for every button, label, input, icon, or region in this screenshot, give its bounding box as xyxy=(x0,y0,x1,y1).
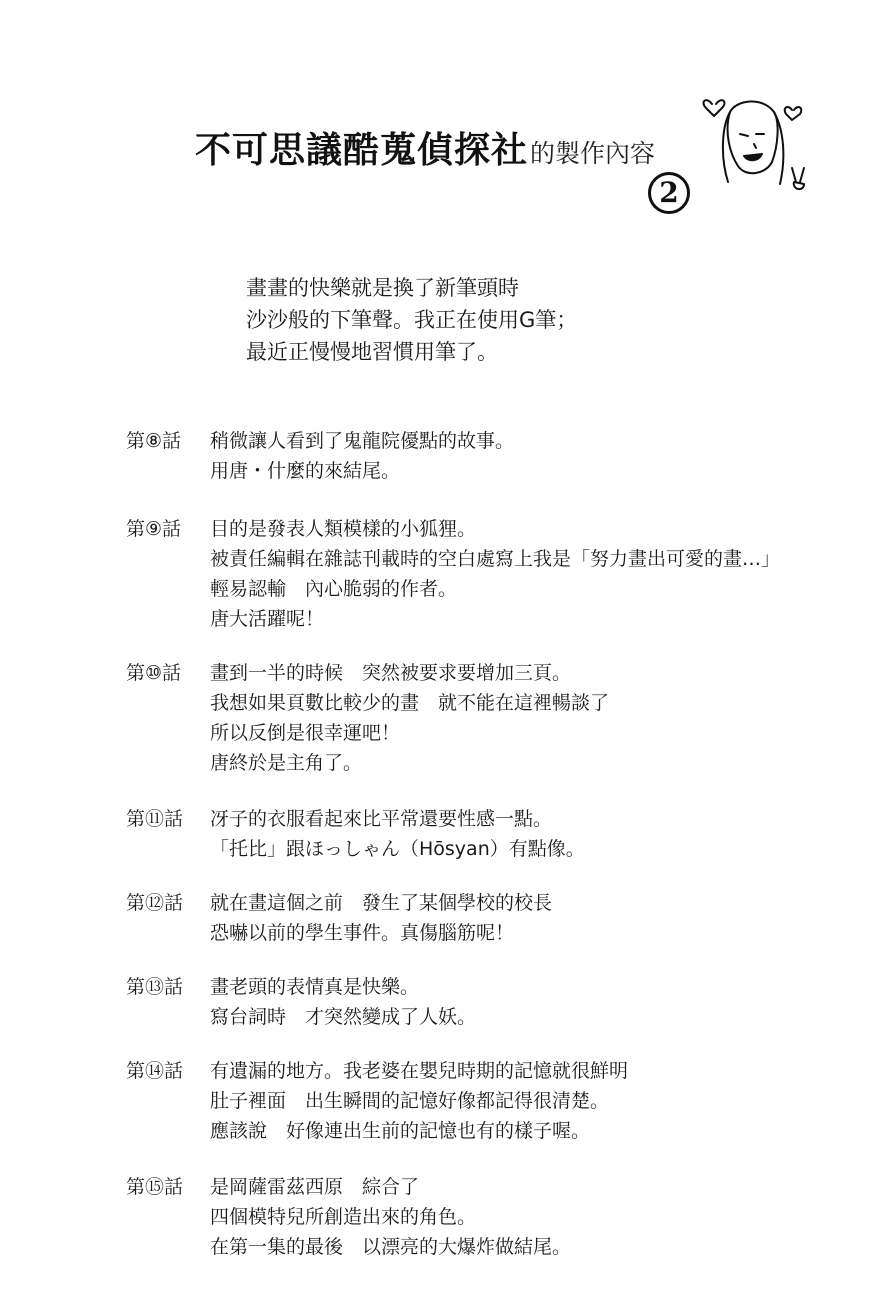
episode-label: 第⑩話 xyxy=(126,662,182,684)
episode-line: 冴子的衣服看起來比平常還要性感一點。 xyxy=(210,808,553,830)
episode-note-11 xyxy=(126,804,866,864)
episode-note-10 xyxy=(126,658,866,778)
episode-line: 有遺漏的地方。我老婆在嬰兒時期的記憶就很鮮明 xyxy=(210,1060,629,1082)
episode-line: 恐嚇以前的學生事件。真傷腦筋呢！ xyxy=(210,922,515,944)
episode-line: 應該說 好像連出生前的記憶也有的樣子喔。 xyxy=(210,1120,591,1142)
episode-note-12 xyxy=(126,888,866,948)
episode-label: 第⑬話 xyxy=(126,976,184,998)
episode-note-8 xyxy=(126,426,866,486)
episode-note-9 xyxy=(126,514,866,634)
episode-label: 第⑪話 xyxy=(126,808,184,830)
episode-line: 畫老頭的表情真是快樂。 xyxy=(210,976,420,998)
heart-icon xyxy=(704,100,725,116)
title-subtitle: 的製作內容 xyxy=(530,139,656,168)
episode-line: 肚子裡面 出生瞬間的記憶好像都記得很清楚。 xyxy=(210,1090,610,1112)
episode-line: 在第一集的最後 以漂亮的大爆炸做結尾。 xyxy=(210,1236,572,1258)
episode-line: 用唐・什麼的來結尾。 xyxy=(210,460,401,482)
peace-sign-icon xyxy=(792,168,804,189)
episode-line: 唐終於是主角了。 xyxy=(210,752,363,774)
page-title xyxy=(195,122,655,173)
episode-note-13 xyxy=(126,972,866,1032)
intro-paragraph xyxy=(246,272,577,368)
episode-label: 第⑫話 xyxy=(126,892,184,914)
intro-line: 沙沙般的下筆聲。我正在使用G筆； xyxy=(246,308,578,332)
episode-line: 輕易認輸 內心脆弱的作者。 xyxy=(210,578,458,600)
intro-line: 畫畫的快樂就是換了新筆頭時 xyxy=(246,276,519,300)
episode-note-15 xyxy=(126,1172,866,1262)
heart-icon xyxy=(785,107,802,120)
intro-line: 最近正慢慢地習慣用筆了。 xyxy=(246,340,498,364)
episode-line: 是岡薩雷茲西原 綜合了 xyxy=(210,1176,420,1198)
episode-line: 稍微讓人看到了鬼龍院優點的故事。 xyxy=(210,430,515,452)
episode-note-14 xyxy=(126,1056,866,1146)
episode-line: 被責任編輯在雜誌刊載時的空白處寫上我是「努力畫出可愛的畫…」 xyxy=(210,548,781,570)
episode-line: 寫台詞時 才突然變成了人妖。 xyxy=(210,1006,477,1028)
author-portrait-icon xyxy=(700,86,820,206)
volume-number-badge: 2 xyxy=(648,172,690,214)
episode-line: 所以反倒是很幸運吧！ xyxy=(210,722,401,744)
episode-line: 我想如果頁數比較少的畫 就不能在這裡暢談了 xyxy=(210,692,610,714)
episode-line: 目的是發表人類模樣的小狐狸。 xyxy=(210,518,477,540)
episode-line: 四個模特兒所創造出來的角色。 xyxy=(210,1206,477,1228)
title-main: 不可思議酷蒐偵探社 xyxy=(195,129,529,171)
episode-notes-list xyxy=(126,426,866,1262)
episode-line: 唐大活躍呢！ xyxy=(210,608,325,630)
episode-label: 第⑨話 xyxy=(126,518,182,540)
episode-line: 就在畫這個之前 發生了某個學校的校長 xyxy=(210,892,553,914)
episode-line: 「托比」跟ほっしゃん（Hōsyan）有點像。 xyxy=(210,838,585,860)
episode-label: 第⑮話 xyxy=(126,1176,184,1198)
episode-line: 畫到一半的時候 突然被要求要增加三頁。 xyxy=(210,662,572,684)
episode-label: 第⑭話 xyxy=(126,1060,184,1082)
episode-label: 第⑧話 xyxy=(126,430,182,452)
